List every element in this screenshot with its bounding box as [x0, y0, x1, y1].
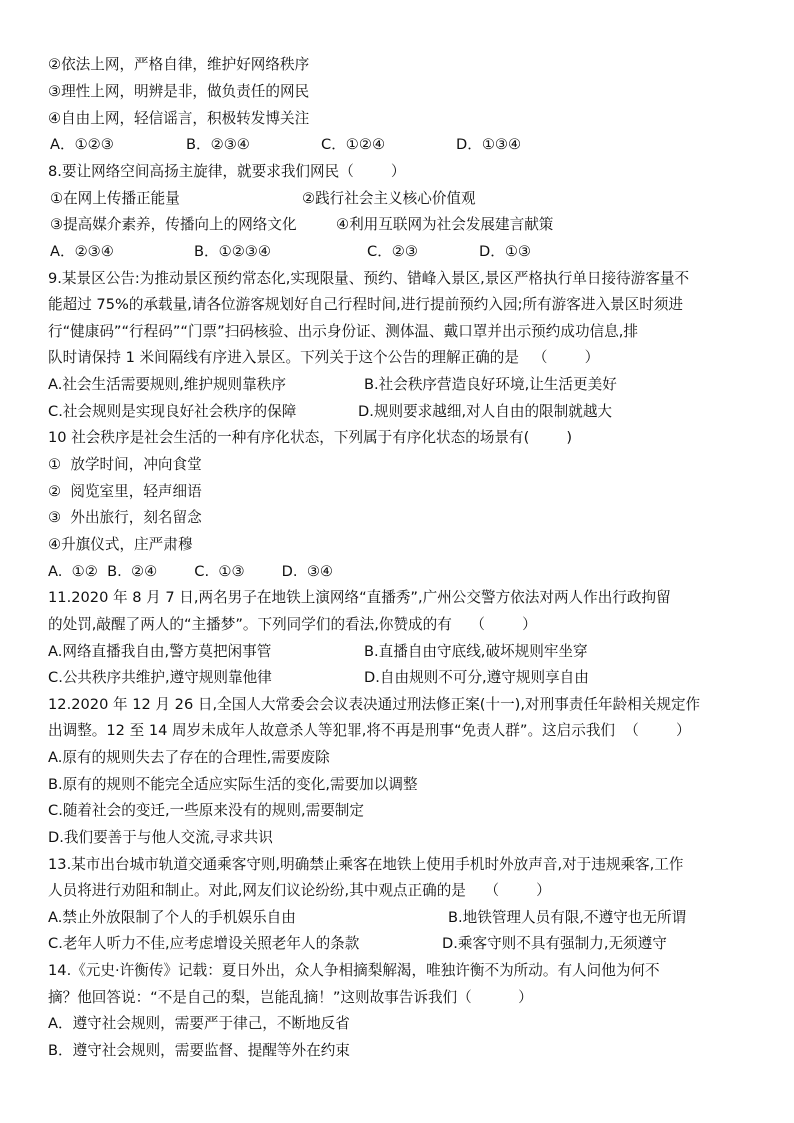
q8-option-c: C．②③ — [367, 243, 418, 260]
q12-option-b: B.原有的规则不能完全适应实际生活的变化,需要加以调整 — [48, 776, 418, 793]
q13-stem-line-2: 人员将进行劝阻和制止。对此,网友们议论纷纷,其中观点正确的是 （ ） — [48, 882, 551, 899]
q7-option-a: A．①②③ — [50, 136, 114, 153]
q9-option-c: C.社会规则是实现良好社会秩序的保障 — [48, 403, 297, 420]
q13-option-b: B.地铁管理人员有限,不遵守也无所谓 — [448, 909, 687, 926]
q11-option-c: C.公共秩序共维护,遵守规则靠他律 — [48, 669, 272, 686]
q8-option-d: D．①③ — [479, 243, 531, 260]
q9-option-a: A.社会生活需要规则,维护规则靠秩序 — [48, 376, 286, 393]
q8-statement-1: ①在网上传播正能量 — [50, 190, 180, 207]
q7-option-c: C．①②④ — [321, 136, 386, 153]
q7-statement-3: ③理性上网，明辨是非，做负责任的网民 — [48, 83, 310, 100]
q10-statement-4: ④升旗仪式，庄严肃穆 — [48, 536, 193, 553]
q12-option-c: C.随着社会的变迁,一些原来没有的规则,需要制定 — [48, 802, 364, 819]
q12-option-d: D.我们要善于与他人交流,寻求共识 — [48, 829, 273, 846]
q10-statement-1: ① 放学时间，冲向食堂 — [48, 456, 202, 473]
q7-option-b: B．②③④ — [186, 136, 250, 153]
q12-stem-line-2: 出调整。12 至 14 周岁未成年人故意杀人等犯罪,将不再是刑事“免责人群”。这启示我们 （ ） — [48, 722, 691, 739]
q8-statement-2: ②践行社会主义核心价值观 — [302, 190, 476, 207]
q9-stem-line-2: 能超过 75%的承载量,请各位游客规划好自己行程时间,进行提前预约入园;所有游客进入景区时须进 — [48, 296, 684, 313]
q11-option-b: B.直播自由守底线,破坏规则牢坐穿 — [364, 643, 588, 660]
q14-option-b: B．遵守社会规则，需要监督、提醒等外在约束 — [48, 1042, 350, 1059]
q9-stem-line-1: 9.某景区公告:为推动景区预约常态化,实现限量、预约、错峰入景区,景区严格执行单日接待游客量不 — [48, 270, 690, 287]
q10-statement-2: ② 阅览室里，轻声细语 — [48, 483, 202, 500]
q9-stem-line-3: 行“健康码”“行程码”“门票”扫码核验、出示身份证、测体温、戴口罩并出示预约成功信息,排 — [48, 323, 638, 340]
q13-option-d: D.乘客守则不具有强制力,无须遵守 — [442, 935, 667, 952]
q12-stem-line-1: 12.2020 年 12 月 26 日,全国人大常委会会议表决通过刑法修正案(十一),对刑事责任年龄相关规定作 — [48, 696, 701, 713]
q11-option-d: D.自由规则不可分,遵守规则享自由 — [364, 669, 589, 686]
q8-option-b: B．①②③④ — [194, 243, 271, 260]
q14-stem-line-2: 摘？他回答说：“不是自己的梨，岂能乱摘！”这则故事告诉我们（ ） — [48, 989, 533, 1006]
q10-stem: 10 社会秩序是社会生活的一种有序化状态，下列属于有序化状态的场景有( ) — [48, 429, 573, 446]
q11-stem-line-1: 11.2020 年 8 月 7 日,两名男子在地铁上演网络“直播秀”,广州公交警方依法对两人作出行政拘留 — [48, 589, 671, 606]
q14-stem-line-1: 14.《元史·许衡传》记载：夏日外出，众人争相摘梨解渴，唯独许衡不为所动。有人问他为何不 — [48, 962, 660, 979]
q14-option-a: A．遵守社会规则，需要严于律己，不断地反省 — [48, 1015, 350, 1032]
q8-option-a: A．②③④ — [50, 243, 114, 260]
q11-option-a: A.网络直播我自由,警方莫把闲事管 — [48, 643, 272, 660]
q7-statement-2: ②依法上网，严格自律，维护好网络秩序 — [48, 56, 310, 73]
q9-option-d: D.规则要求越细,对人自由的限制就越大 — [358, 403, 613, 420]
q12-option-a: A.原有的规则失去了存在的合理性,需要废除 — [48, 749, 330, 766]
q7-statement-4: ④自由上网，轻信谣言，积极转发博关注 — [48, 110, 310, 127]
q13-option-a: A.禁止外放限制了个人的手机娱乐自由 — [48, 909, 296, 926]
q8-statement-4: ④利用互联网为社会发展建言献策 — [336, 216, 554, 233]
q10-options: A. ①② B. ②④ C. ①③ D. ③④ — [48, 563, 333, 580]
q11-stem-line-2: 的处罚,敲醒了两人的“主播梦”。下列同学们的看法,你赞成的有 （ ） — [48, 616, 537, 633]
q7-option-d: D．①③④ — [456, 136, 522, 153]
q9-stem-line-4: 队时请保持 1 米间隔线有序进入景区。下列关于这个公告的理解正确的是 （ ） — [48, 349, 600, 366]
q8-stem: 8.要让网络空间高扬主旋律，就要求我们网民（ ） — [48, 163, 406, 180]
q10-statement-3: ③ 外出旅行，刻名留念 — [48, 509, 202, 526]
q13-stem-line-1: 13.某市出台城市轨道交通乘客守则,明确禁止乘客在地铁上使用手机时外放声音,对于违规乘客,工作 — [48, 856, 684, 873]
q8-statement-3: ③提高媒介素养，传播向上的网络文化 — [50, 216, 297, 233]
q9-option-b: B.社会秩序营造良好环境,让生活更美好 — [364, 376, 617, 393]
q13-option-c: C.老年人听力不佳,应考虑增设关照老年人的条款 — [48, 935, 360, 952]
